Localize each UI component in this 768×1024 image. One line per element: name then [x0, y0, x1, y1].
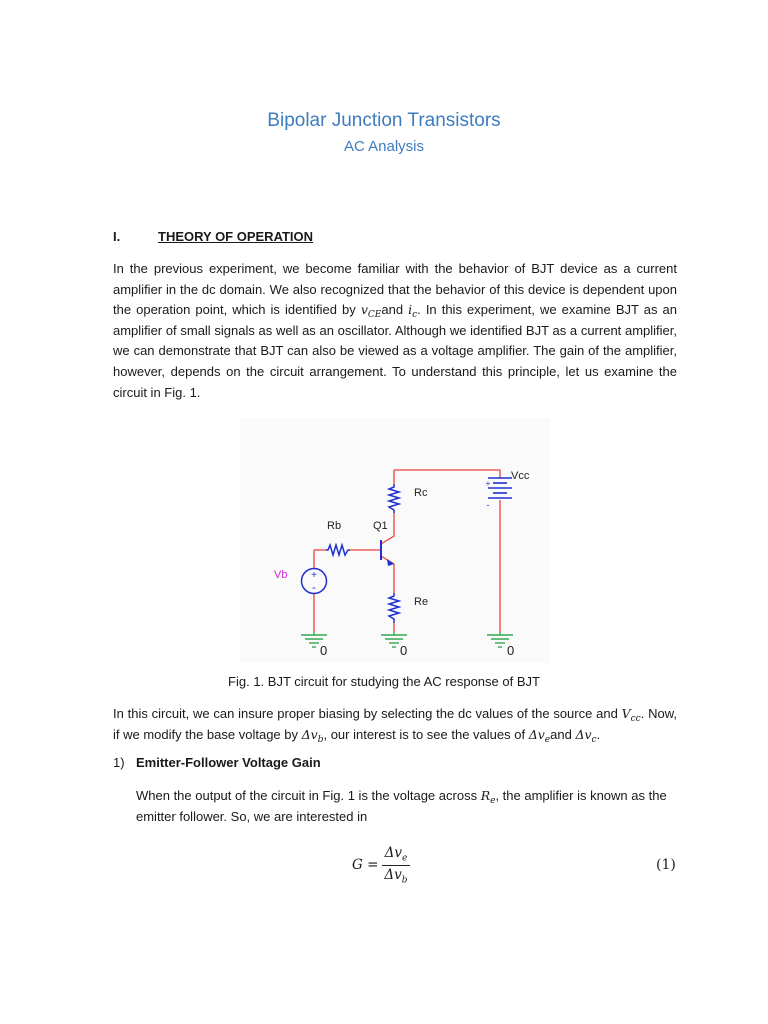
equation-gain	[352, 845, 410, 885]
equation-number: (1)	[656, 857, 676, 873]
label-vb: Vb	[274, 569, 288, 581]
math-re: $R_e$	[480, 788, 496, 806]
paragraph-text: and	[381, 302, 409, 318]
paragraph-text: . Now, if we modify the base voltage by	[113, 706, 677, 742]
battery-plus: +	[485, 479, 491, 488]
label-ground-3: 0	[507, 643, 515, 658]
paragraph-text: In the previous experiment, we become familiar with the behavior of BJT device as a current amplifier in the dc domain. We also recognized that the behavior of this device is dependent upon the operation point, which is identified by	[113, 261, 677, 318]
paragraph-text: . In this experiment, we examine BJT as an amplifier of small signals as well as an oscillator. Although we identified BJT as a current amplifier, we can demonstrate that BJT can also be viewed as a voltage amplifier. The gain of the amplifier, however, depends on the circuit arrangement. To understand this principle, let us examine the circuit in Fig. 1.	[113, 302, 677, 400]
label-re: Re	[414, 596, 429, 608]
math-delta-vc: $\Delta v_c$	[575, 726, 597, 745]
equation-layout	[352, 845, 410, 885]
math-vce: $v_{CE}$	[360, 302, 382, 321]
paragraph-text: and	[550, 726, 576, 742]
equation-denominator: $\Delta v_b$	[384, 866, 408, 886]
label-ground-1: 0	[320, 643, 328, 658]
paragraph-biasing	[113, 704, 677, 745]
label-vcc: Vcc	[511, 470, 530, 482]
battery-minus: -	[486, 500, 490, 510]
math-ic: $i_c$	[408, 302, 418, 321]
document-title: Bipolar Junction Transistors	[267, 110, 501, 131]
equation-numerator: $\Delta v_e$	[382, 845, 409, 865]
label-q1: Q1	[373, 520, 388, 532]
label-rb: Rb	[327, 520, 342, 532]
document-subtitle: AC Analysis	[343, 138, 425, 155]
figure-background	[240, 418, 550, 663]
list-item-heading: Emitter-Follower Voltage Gain	[136, 755, 321, 770]
paragraph-text: , our interest is to see the values of	[323, 726, 529, 742]
vb-minus: -	[312, 582, 316, 594]
paragraph-intro	[113, 259, 677, 403]
section-heading: THEORY OF OPERATION	[158, 229, 314, 244]
math-delta-vb: $\Delta v_b$	[301, 726, 324, 745]
math-vcc: $V_{cc}$	[621, 706, 641, 724]
bjt-circuit-figure	[240, 418, 550, 663]
figure-caption: Fig. 1. BJT circuit for studying the AC response of BJT	[228, 674, 540, 689]
paragraph-text: , the amplifier is known as the emitter follower. So, we are interested in	[136, 788, 667, 824]
paragraph-text: In this circuit, we can insure proper biasing by selecting the dc values of the source and	[113, 706, 622, 721]
paragraph-text: .	[596, 726, 601, 742]
list-item-number: 1)	[113, 755, 125, 770]
paragraph-emitter-follower	[136, 786, 681, 827]
paragraph-text: When the output of the circuit in Fig. 1 is the voltage across	[136, 788, 481, 803]
label-rc: Rc	[414, 487, 428, 499]
label-ground-2: 0	[400, 643, 408, 658]
equation-lhs: G =	[352, 857, 379, 874]
section-number: I.	[113, 229, 121, 244]
math-delta-ve: $\Delta v_e$	[528, 726, 551, 745]
vb-plus: +	[311, 570, 317, 581]
